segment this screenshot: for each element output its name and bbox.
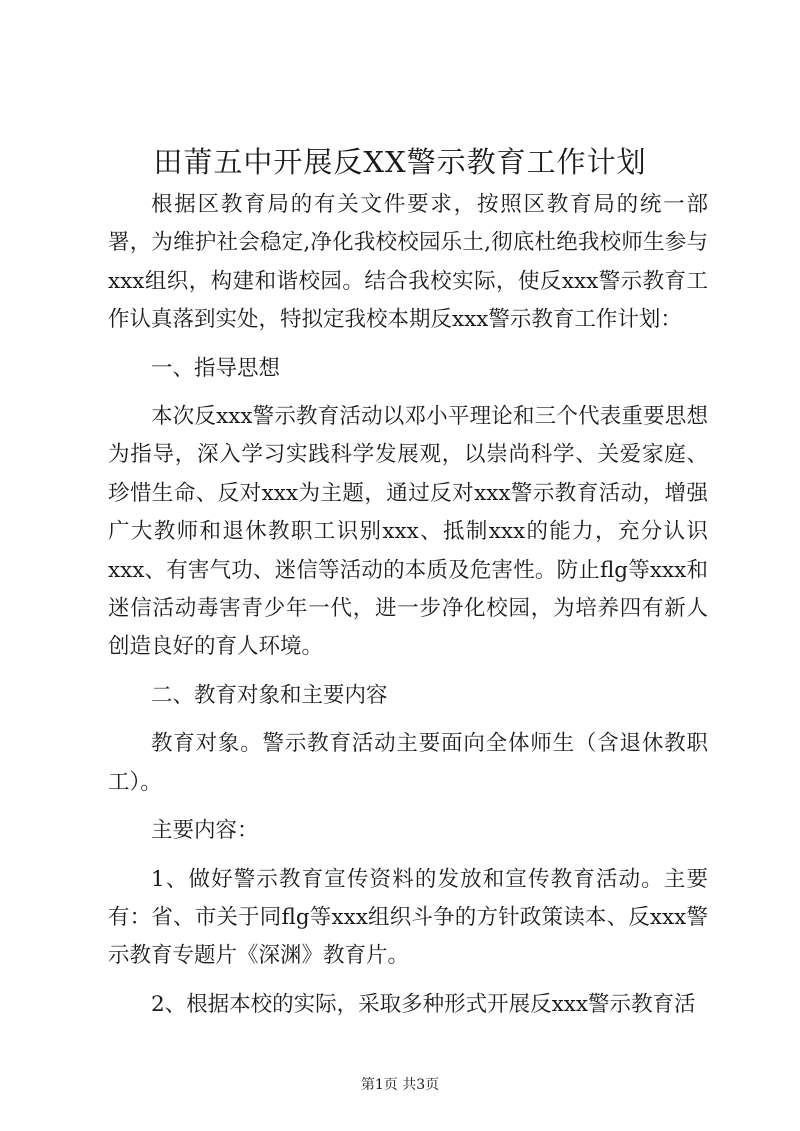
paragraph-education-objects: 教育对象。警示教育活动主要面向全体师生（含退休教职工）。 (108, 731, 708, 795)
paragraph-intro: 根据区教育局的有关文件要求，按照区教育局的统一部署，为维护社会稳定,净化我校校园乐土,彻底杜绝我校师生参与xxx组织，构建和谐校园。结合我校实际，使反xxx警示教育工作认真落到实处，特拟定我校本期反xxx警示教育工作计划： (108, 192, 708, 333)
paragraph-item-2: 2、根据本校的实际，采取多种形式开展反xxx警示教育活 (151, 991, 696, 1017)
paragraph-guiding-ideology: 本次反xxx警示教育活动以邓小平理论和三个代表重要思想为指导，深入学习实践科学发展观，以崇尚科学、关爱家庭、珍惜生命、反对xxx为主题，通过反对xxx警示教育活动，增强广大教师和退休教职工识别xxx、抵制xxx的能力，充分认识xxx、有害气功、迷信等活动的本质及危害性。防止flg等xxx和迷信活动毒害青少年一代，进一步净化校园，为培养四有新人创造良好的育人环境。 (108, 404, 708, 660)
section-heading-guiding-ideology: 一、指导思想 (151, 355, 281, 381)
document-body (108, 186, 708, 1024)
section-heading-objects-and-content: 二、教育对象和主要内容 (151, 682, 388, 708)
page-indicator: 第1页 共3页 (360, 1077, 440, 1093)
paragraph-main-content-label: 主要内容： (151, 818, 259, 844)
paragraph-item-1: 1、做好警示教育宣传资料的发放和宣传教育活动。主要有：省、市关于同flg等xxx组织斗争的方针政策读本、反xxx警示教育专题片《深渊》教育片。 (108, 866, 708, 969)
document-title: 田莆五中开展反XX警示教育工作计划 (153, 145, 647, 179)
